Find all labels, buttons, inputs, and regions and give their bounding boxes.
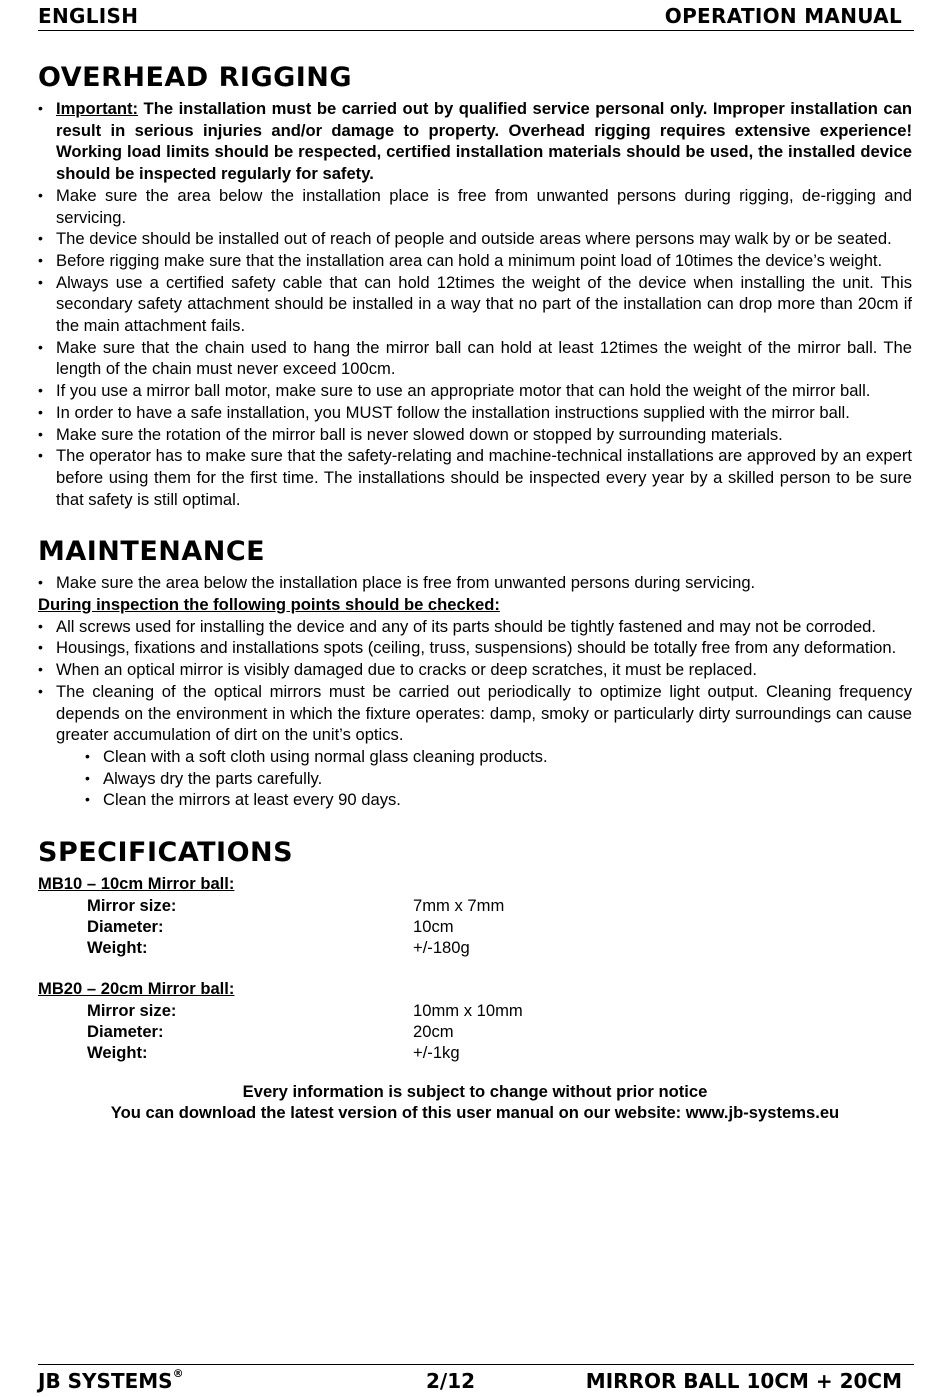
footer-product-name: MIRROR BALL 10CM + 20CM xyxy=(585,1369,902,1393)
footer-page-number: 2/12 xyxy=(426,1369,476,1393)
spec-row xyxy=(38,916,912,937)
list-item: • Clean the mirrors at least every 90 days. xyxy=(85,789,912,811)
spec-value: +/-180g xyxy=(413,937,470,957)
footer-brand-name: JB SYSTEMS xyxy=(38,1369,173,1393)
spec-label: Mirror size: xyxy=(87,1000,177,1020)
spec-label: Weight: xyxy=(87,1042,148,1062)
inspection-heading: During inspection the following points should be checked: xyxy=(38,595,500,615)
registered-mark: ® xyxy=(172,1367,184,1380)
list-item: • When an optical mirror is visibly damaged due to cracks or deep scratches, it must be replaced. xyxy=(38,659,912,681)
spec-mb10-title: MB10 – 10cm Mirror ball: xyxy=(38,874,235,894)
spec-value: 7mm x 7mm xyxy=(413,895,505,915)
list-item: • Before rigging make sure that the installation area can hold a minimum point load of 10times the device’s weight. xyxy=(38,250,912,272)
list-item: • Always use a certified safety cable that can hold 12times the weight of the device when installing the unit. This secondary safety attachment should be installed in a way that no part of the installation can drop more than 20cm if the main attachment fails. xyxy=(38,272,912,337)
list-item: • Always dry the parts carefully. xyxy=(85,768,912,790)
list-item-important xyxy=(38,98,912,185)
spec-mb20 xyxy=(38,978,912,1063)
spec-value: 20cm xyxy=(413,1021,454,1041)
important-label: Important: xyxy=(56,99,139,118)
header-doc-type: OPERATION MANUAL xyxy=(664,4,902,28)
list-item: • The operator has to make sure that the safety-relating and machine-technical installations are approved by an expert before using them for the first time. The installations should be inspected every year by a skilled person to be sure that safety is still optimal. xyxy=(38,445,912,510)
spec-mb20-title: MB20 – 20cm Mirror ball: xyxy=(38,978,235,998)
list-item: • Make sure the area below the installation place is free from unwanted persons during rigging, de-rigging and servicing. xyxy=(38,185,912,228)
notice-block xyxy=(38,1081,912,1124)
spec-label: Mirror size: xyxy=(87,895,177,915)
inspection-list xyxy=(38,616,912,746)
maintenance-intro-list xyxy=(38,572,912,594)
header-language: ENGLISH xyxy=(38,4,139,28)
list-item: • Clean with a soft cloth using normal glass cleaning products. xyxy=(85,746,912,768)
spec-mb10 xyxy=(38,873,912,958)
list-item: • Housings, fixations and installations spots (ceiling, truss, suspensions) should be totally free from any deformation. xyxy=(38,637,912,659)
list-item: • Make sure the area below the installation place is free from unwanted persons during servicing. xyxy=(38,572,912,594)
spec-label: Diameter: xyxy=(87,1021,164,1041)
list-item: • Make sure the rotation of the mirror ball is never slowed down or stopped by surrounding materials. xyxy=(38,424,912,446)
spec-row xyxy=(38,937,912,958)
notice-line-2: You can download the latest version of this user manual on our website: www.jb-systems.eu xyxy=(110,1103,840,1123)
list-item: • All screws used for installing the device and any of its parts should be tightly fastened and may not be corroded. xyxy=(38,616,912,638)
spec-row xyxy=(38,1021,912,1042)
overhead-rigging-section xyxy=(38,58,912,510)
footer-brand xyxy=(38,1369,184,1393)
maintenance-section xyxy=(38,532,912,811)
list-item: • The device should be installed out of reach of people and outside areas where persons may walk by or be seated. xyxy=(38,228,912,250)
notice-line-1: Every information is subject to change without prior notice xyxy=(242,1081,708,1101)
page-footer xyxy=(38,1364,914,1395)
list-item: • The cleaning of the optical mirrors must be carried out periodically to optimize light output. Cleaning frequency depends on the environment in which the fixture operates: damp, smoky or particularly dirty surroundings can cause greater accumulation of dirt on the unit’s optics. xyxy=(38,681,912,746)
spec-row xyxy=(38,895,912,916)
list-item: • If you use a mirror ball motor, make sure to use an appropriate motor that can hold the weight of the mirror ball. xyxy=(38,380,912,402)
overhead-rigging-list xyxy=(38,98,912,510)
spec-label: Weight: xyxy=(87,937,148,957)
specifications-title: SPECIFICATIONS xyxy=(38,837,294,869)
specifications-section xyxy=(38,833,912,1062)
cleaning-list xyxy=(85,746,912,811)
overhead-rigging-title: OVERHEAD RIGGING xyxy=(38,62,353,93)
list-item: • In order to have a safe installation, you MUST follow the installation instructions supplied with the mirror ball. xyxy=(38,402,912,424)
spec-value: 10cm xyxy=(413,916,454,936)
page-content xyxy=(38,58,912,1124)
spec-row xyxy=(38,1042,912,1063)
important-text: The installation must be carried out by qualified service personal only. Improper installation can result in serious injuries and/or damage to property. Overhead rigging requires extensive experience! Working load limits should be respected, certified installation materials should be used, the installed device should be inspected regularly for safety. xyxy=(56,99,912,184)
maintenance-title: MAINTENANCE xyxy=(38,536,266,568)
spec-value: 10mm x 10mm xyxy=(413,1000,523,1020)
spec-label: Diameter: xyxy=(87,916,164,936)
spec-row xyxy=(38,1000,912,1021)
page-header xyxy=(38,2,914,31)
list-item: • Make sure that the chain used to hang the mirror ball can hold at least 12times the weight of the mirror ball. The length of the chain must never exceed 100cm. xyxy=(38,337,912,380)
spec-value: +/-1kg xyxy=(413,1042,460,1062)
